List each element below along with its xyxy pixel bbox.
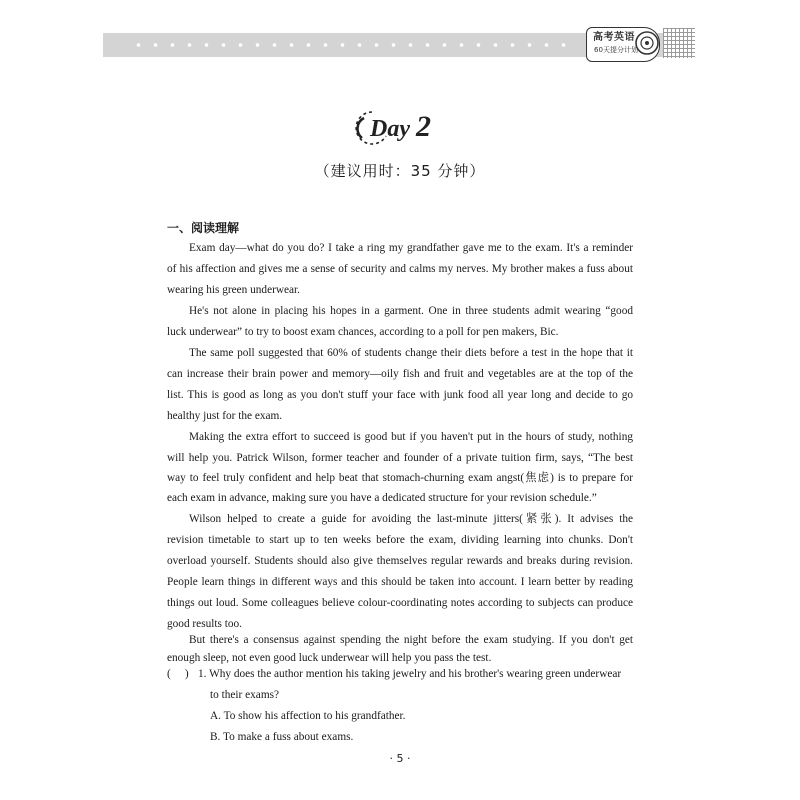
question-stem: 1. Why does the author mention his taking jewelry and his brother's wearing green underwear [198, 668, 622, 680]
question-stem-continued: to their exams? [210, 689, 280, 701]
day-title [370, 110, 450, 150]
text-line: wearing his green underwear. [167, 284, 300, 296]
text-line: The same poll suggested that 60% of students change their diets before a test in the hope that it [189, 347, 633, 359]
header-grid-pattern [663, 28, 695, 58]
text-line: Making the extra effort to succeed is good but if you haven't put in the hours of study, nothing [189, 431, 633, 443]
day-word: Day [370, 116, 410, 142]
page-number: · 5 · [389, 752, 411, 765]
day-number: 2 [415, 110, 431, 143]
text-line: each exam in advance, making sure you have a dedicated structure for your revision schedule.” [167, 492, 597, 504]
text-line: Wilson helped to create a guide for avoiding the last-minute jitters(紧张). It advises the [189, 513, 633, 525]
header-dots [130, 42, 570, 48]
text-line: Exam day—what do you do? I take a ring my grandfather gave me to the exam. It's a reminder [189, 242, 633, 254]
option-b: B. To make a fuss about exams. [210, 731, 354, 743]
series-badge-title: 高考英语 [593, 32, 635, 43]
text-line: of his affection and gives me a sense of security and calms my nerves. My brother makes a fuss about [167, 263, 633, 275]
text-line: enough sleep, not even good luck underwear will help you pass the test. [167, 652, 492, 664]
text-line: luck underwear” to try to boost exam chances, according to a poll for pen makers, Bic. [167, 326, 559, 338]
section-heading: 一、阅读理解 [167, 221, 240, 235]
text-line: list. This is good as long as you don't stuff your face with junk food all year long and decide to go [167, 389, 633, 401]
answer-blank[interactable]: ( ) [167, 668, 189, 680]
text-line: overload yourself. Students should also give themselves regular rewards and breaks during revision. [167, 555, 633, 567]
suggested-time: （建议用时：35 分钟） [314, 162, 486, 180]
text-line: can increase their brain power and memory—oily fish and fruit and vegetables are at the top of the [167, 368, 633, 380]
disc-icon [634, 30, 660, 56]
text-line: things out loud. Some colleagues believe colour-coordinating notes according to subjects can produce [167, 597, 633, 609]
series-badge-subtitle: 60天提分计划 [594, 46, 638, 54]
text-line: healthy just for the exam. [167, 410, 283, 422]
text-line: way to feel truly confident and help beat that stomach-churning exam angst(焦虑) is to prepare for [167, 472, 633, 484]
text-line: But there's a consensus against spending the night before the exam studying. If you don't get [189, 634, 633, 646]
text-line: revision timetable to start up to ten weeks before the exam, dividing learning into chunks. Don't [167, 534, 633, 546]
text-line: will help you. Patrick Wilson, former teacher and founder of a private tuition firm, says, “The best [167, 452, 633, 464]
text-line: People learn things in different ways and this should be taken into account. I learn better by reading [167, 576, 633, 588]
option-a: A. To show his affection to his grandfather. [210, 710, 406, 722]
text-line: good results too. [167, 618, 242, 630]
text-line: He's not alone in placing his hopes in a garment. One in three students admit wearing “good [189, 305, 633, 317]
